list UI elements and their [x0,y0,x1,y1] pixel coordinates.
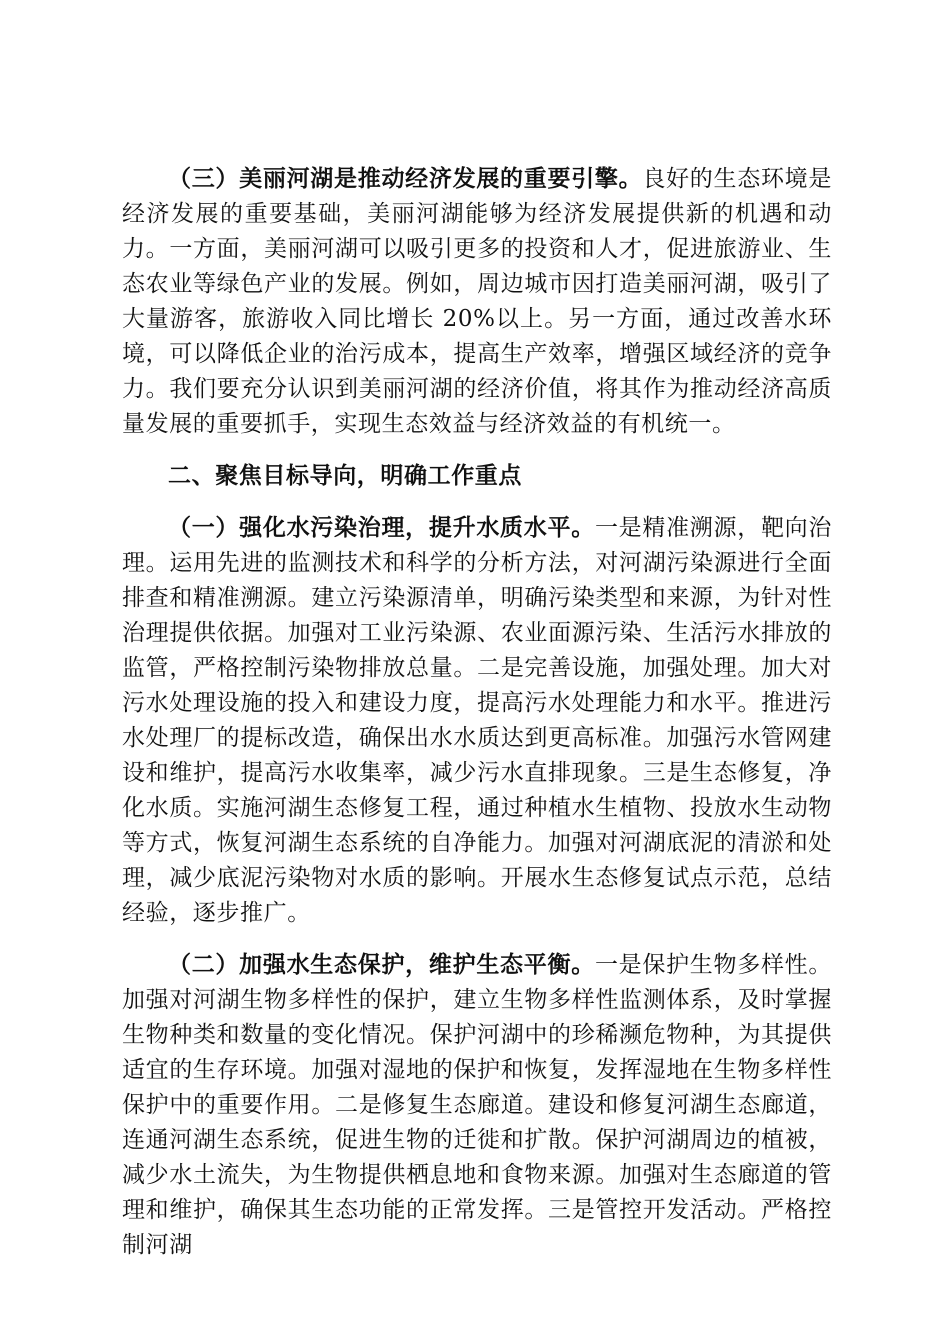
paragraph-text: 一是精准溯源，靶向治理。运用先进的监测技术和科学的分析方法，对河湖污染源进行全面排查和精准溯源。建立污染源清单，明确污染类型和来源，为针对性治理提供依据。加强对工业污染源、农业面源污染、生活污水排放的监管，严格控制污染物排放总量。二是完善设施，加强处理。加大对污水处理设施的投入和建设力度，提高污水处理能力和水平。推进污水处理厂的提标改造，确保出水水质达到更高标准。加强污水管网建设和维护，提高污水收集率，减少污水直排现象。三是生态修复，净化水质。实施河湖生态修复工程，通过种植水生植物、投放水生动物等方式，恢复河湖生态系统的自净能力。加强对河湖底泥的清淤和处理，减少底泥污染物对水质的影响。开展水生态修复试点示范，总结经验，逐步推广。 [122,515,833,926]
paragraph-water-pollution [122,511,832,931]
paragraph-lead-heading: （二）加强水生态保护，维护生态平衡。 [168,952,595,978]
paragraph-text: 良好的生态环境是经济发展的重要基础，美丽河湖能够为经济发展提供新的机遇和动力。一方面，美丽河湖可以吸引更多的投资和人才，促进旅游业、生态农业等绿色产业的发展。例如，周边城市因打造美丽河湖，吸引了大量游客，旅游收入同比增长 20%以上。另一方面，通过改善水环境，可以降低企业的治污成本，提高生产效率，增强区域经济的竞争力。我们要充分认识到美丽河湖的经济价值，将其作为推动经济高质量发展的重要抓手，实现生态效益与经济效益的有机统一。 [122,166,833,437]
paragraph-water-ecology [122,948,832,1263]
document-body [122,162,832,1263]
paragraph-economic-engine [122,162,832,442]
paragraph-lead-heading: （一）强化水污染治理，提升水质水平。 [168,515,595,541]
section-heading: 二、聚焦目标导向，明确工作重点 [168,463,522,489]
paragraph-text: 一是保护生物多样性。加强对河湖生物多样性的保护，建立生物多样性监测体系，及时掌握生物种类和数量的变化情况。保护河湖中的珍稀濒危物种，为其提供适宜的生存环境。加强对湿地的保护和恢复，发挥湿地在生物多样性保护中的重要作用。二是修复生态廊道。建设和修复河湖生态廊道，连通河湖生态系统，促进生物的迁徙和扩散。保护河湖周边的植被，减少水土流失，为生物提供栖息地和食物来源。加强对生态廊道的管理和维护，确保其生态功能的正常发挥。三是管控开发活动。严格控制河湖 [122,952,833,1258]
paragraph-lead-heading: （三）美丽河湖是推动经济发展的重要引擎。 [168,166,643,192]
